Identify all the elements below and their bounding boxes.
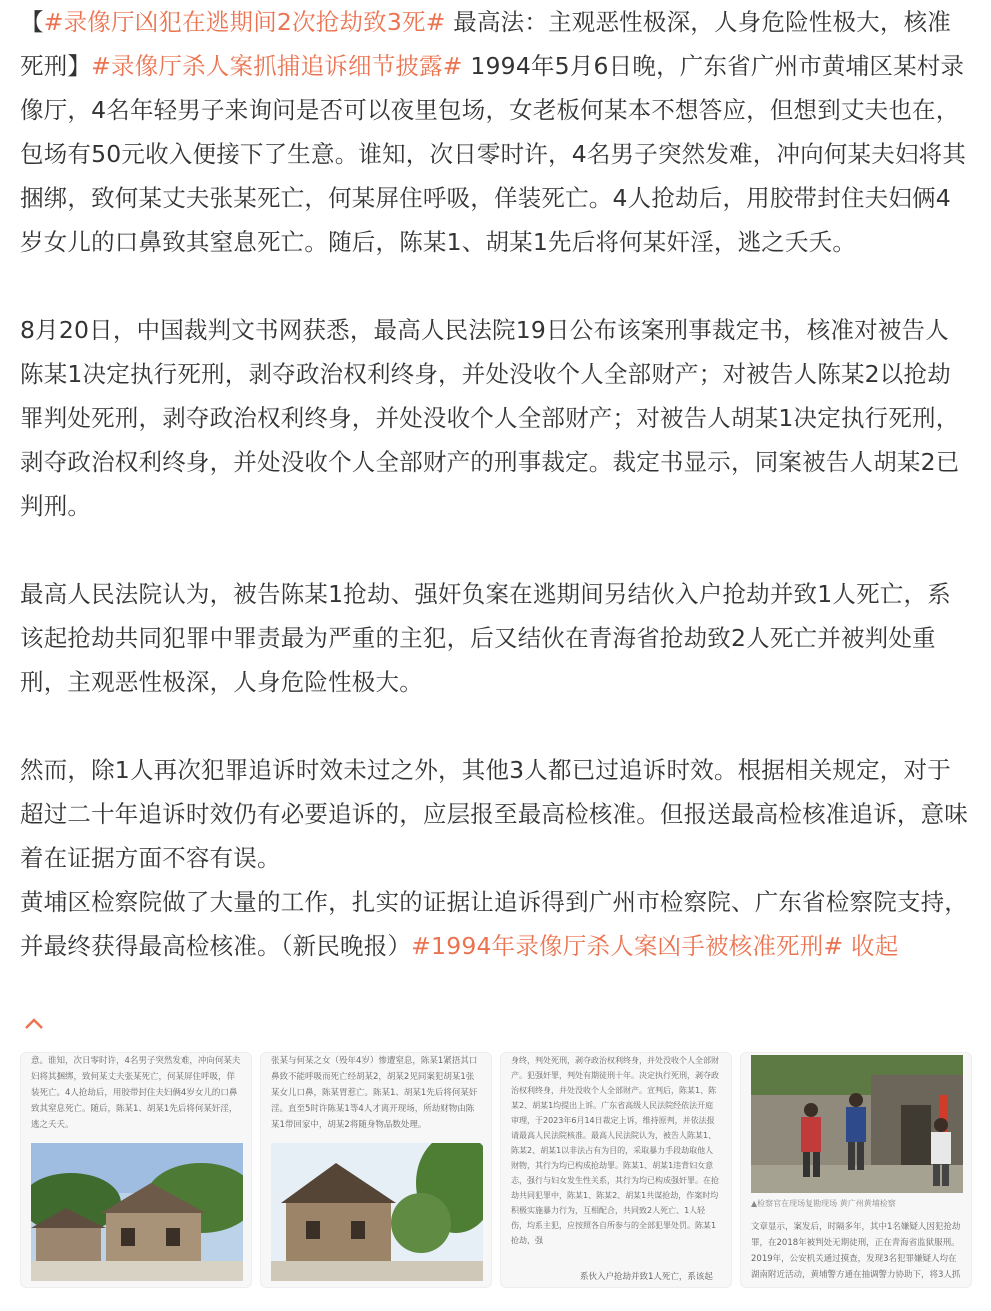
- bracket-open: 【: [20, 8, 44, 36]
- headline-text: 最高法：主观恶性极深，人身危险性极大，核准死刑】: [20, 8, 951, 80]
- thumb-text: 张某与何某之女（殁年4岁）惨遭窒息，陈某1紧捂其口鼻致不能呼吸而死亡经胡某2，胡某2见同案犯胡某1张某女儿口鼻，陈某胃惹亡。陈某1、胡某1先后将何某奸淫。直至5时许陈某1等4人才离开现场，所劫财物由陈某1带回家中，胡某2将随身物品数处理。: [271, 1056, 478, 1130]
- house-photo: [31, 1143, 243, 1281]
- paragraph-5: [20, 880, 972, 968]
- thumb-caption-block: [751, 1197, 961, 1283]
- paragraph-2: 8月20日，中国裁判文书网获悉，最高人民法院19日公布该案刑事裁定书，核准对被告人陈某1决定执行死刑，剥夺政治权利终身，并处没收个人全部财产；对被告人陈某2以抢劫罪判处死刑，剥夺政治权利终身，并处没收个人全部财产；对被告人胡某1决定执行死刑，剥夺政治权利终身，并处没收个人全部财产的刑事裁定。裁定书显示，同案被告人胡某2已判刑。: [20, 316, 960, 520]
- thumb-text: 身终，判处死刑，剥夺政治权利终身，并处没收个人全部财产。犯强奸罪，判处有期徒刑十年。决定执行死刑，剥夺政治权利终身，并处没收个人全部财产。宣判后，陈某1、陈某2、胡某1均提出上诉。广东省高级人民法院经依法开庭审理，于2023年6月14日裁定上诉，维持原判，并依法报请最高人民法院核准。最高人民法院认为，被告人陈某1、陈某2、胡某1以非法占有为目的，采取暴力手段劫取他人财物，其行为均已构成抢劫罪。陈某1、胡某1违背妇女意志，强行与妇女发生性关系，其行为均已构成强奸罪。在抢劫共同犯罪中，陈某1、陈某2、胡某1共谋抢劫，作案时均积极实施暴力行为，互相配合，共同致2人死亡、1人轻伤，均系主犯，应按照各自所参与的全部犯罪处罚。陈某1抢劫，强: [511, 1056, 719, 1245]
- gallery-image-2[interactable]: [260, 1052, 492, 1288]
- paragraph-text: 黄埔区检察院做了大量的工作，扎实的证据让追诉得到广州市检察院、广东省检察院支持，并最终获得最高检核准。（新民晚报）: [20, 888, 968, 960]
- post-body: [20, 0, 972, 968]
- gallery-image-3[interactable]: [500, 1052, 732, 1288]
- thumb-text: 文章显示，案发后，时隔多年，其中1名嫌疑人因犯抢劫罪，在2018年被判处无期徒刑，正在青海省监狱服刑。2019年，公安机关通过摸查，发现3名犯罪嫌疑人均在湖南附近活动，黄埔警方通在抽调警力协助下，将3人抓: [751, 1222, 961, 1280]
- hashtag-link[interactable]: #1994年录像厅杀人案凶手被核准死刑#: [411, 932, 844, 960]
- gallery-image-4[interactable]: [740, 1052, 972, 1288]
- paragraph-text: 1994年5月6日晚，广东省广州市黄埔区某村录像厅，4名年轻男子来询问是否可以夜里包场，女老板何某本不想答应，但想到丈夫也在，包场有50元收入便接下了生意。谁知，次日零时许，4名男子突然发难，冲向何某夫妇将其捆绑，致何某丈夫张某死亡，何某屏住呼吸，佯装死亡。4人抢劫后，用胶带封住夫妇俩4岁女儿的口鼻致其窒息死亡。随后，陈某1、胡某1先后将何某奸淫，逃之夭夭。: [20, 52, 967, 256]
- paragraph-4: 然而，除1人再次犯罪追诉时效未过之外，其他3人都已过追诉时效。根据相关规定，对于超过二十年追诉时效仍有必要追诉的，应层报至最高检核准。但报送最高检核准追诉，意味着在证据方面不容有误。: [20, 756, 968, 872]
- collapse-link[interactable]: 收起: [843, 932, 899, 960]
- paragraph-3: 最高人民法院认为，被告陈某1抢劫、强奸负案在逃期间另结伙入户抢劫并致1人死亡，系该起抢劫共同犯罪中罪责最为严重的主犯，后又结伙在青海省抢劫致2人死亡并被判处重刑，主观恶性极深，人身危险性极大。: [20, 580, 951, 696]
- gallery-image-1[interactable]: [20, 1052, 252, 1288]
- chevron-up-icon[interactable]: [22, 1012, 46, 1036]
- image-gallery: [20, 1052, 972, 1292]
- thumb-bottom-text: 系伙入户抢劫并致1人死亡，系该起: [580, 1272, 713, 1282]
- house-photo: [271, 1143, 483, 1281]
- thumb-text: 意。谁知，次日零时许，4名男子突然发难，冲向何某夫妇将其捆绑，致何某丈夫张某死亡，何某屏住呼吸，佯装死亡。4人抢劫后，用胶带封住夫妇俩4岁女儿的口鼻致其窒息死亡。随后，陈某1、胡某1先后将何某奸淫，逃之夭夭。: [31, 1056, 241, 1130]
- paragraph-1: [20, 0, 972, 264]
- hashtag-link[interactable]: #录像厅凶犯在逃期间2次抢劫致3死#: [43, 8, 446, 36]
- hashtag-link[interactable]: #录像厅杀人案抓捕追诉细节披露#: [91, 52, 463, 80]
- photo-caption: ▲检察官在现场复勘现场 黄广州黄埔检察: [751, 1199, 896, 1208]
- scene-photo: [751, 1055, 963, 1193]
